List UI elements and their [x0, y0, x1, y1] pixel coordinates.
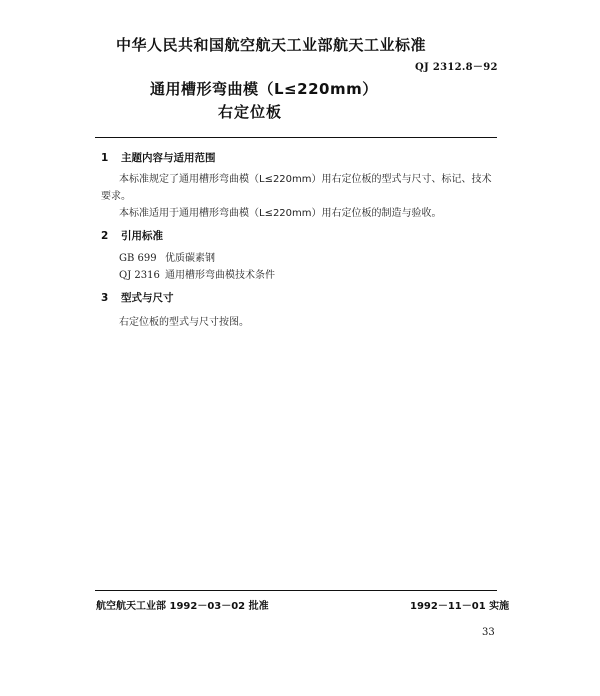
reference-title: 通用槽形弯曲模技术条件 — [165, 270, 275, 281]
reference-item — [119, 249, 215, 264]
header-divider — [95, 137, 497, 138]
section-title: 主题内容与适用范围 — [121, 152, 216, 164]
section-number: 3 — [101, 292, 109, 304]
section-2-heading — [101, 228, 163, 243]
document-subtitle: 右定位板 — [218, 103, 283, 121]
section-number: 2 — [101, 230, 109, 242]
section-1-paragraph-2: 本标准适用于通用槽形弯曲模（L≤220mm）用右定位板的制造与验收。 — [119, 208, 442, 219]
section-1-paragraph-1-line-2: 要求。 — [101, 191, 131, 202]
document-title: 通用槽形弯曲模（L≤220mm） — [150, 80, 378, 98]
footer-divider — [95, 590, 497, 591]
page-number: 33 — [482, 627, 495, 638]
section-3-heading — [101, 290, 174, 305]
reference-code: QJ 2316 — [119, 270, 160, 281]
approval-statement: 航空航天工业部 1992－03－02 批准 — [96, 601, 269, 612]
reference-code: GB 699 — [119, 253, 157, 264]
effective-date-statement: 1992－11－01 实施 — [410, 601, 510, 612]
section-title: 引用标准 — [121, 230, 163, 242]
section-1-paragraph-1-line-1: 本标准规定了通用槽形弯曲模（L≤220mm）用右定位板的型式与尺寸、标记、技术 — [119, 174, 492, 185]
reference-title: 优质碳素钢 — [165, 253, 215, 264]
section-1-heading — [101, 150, 216, 165]
section-number: 1 — [101, 152, 109, 164]
section-3-paragraph-1: 右定位板的型式与尺寸按图。 — [119, 317, 249, 328]
issuing-authority: 中华人民共和国航空航天工业部航天工业标准 — [116, 36, 427, 54]
section-title: 型式与尺寸 — [121, 292, 174, 304]
reference-item — [119, 266, 275, 281]
standard-code: QJ 2312.8－92 — [415, 62, 498, 73]
